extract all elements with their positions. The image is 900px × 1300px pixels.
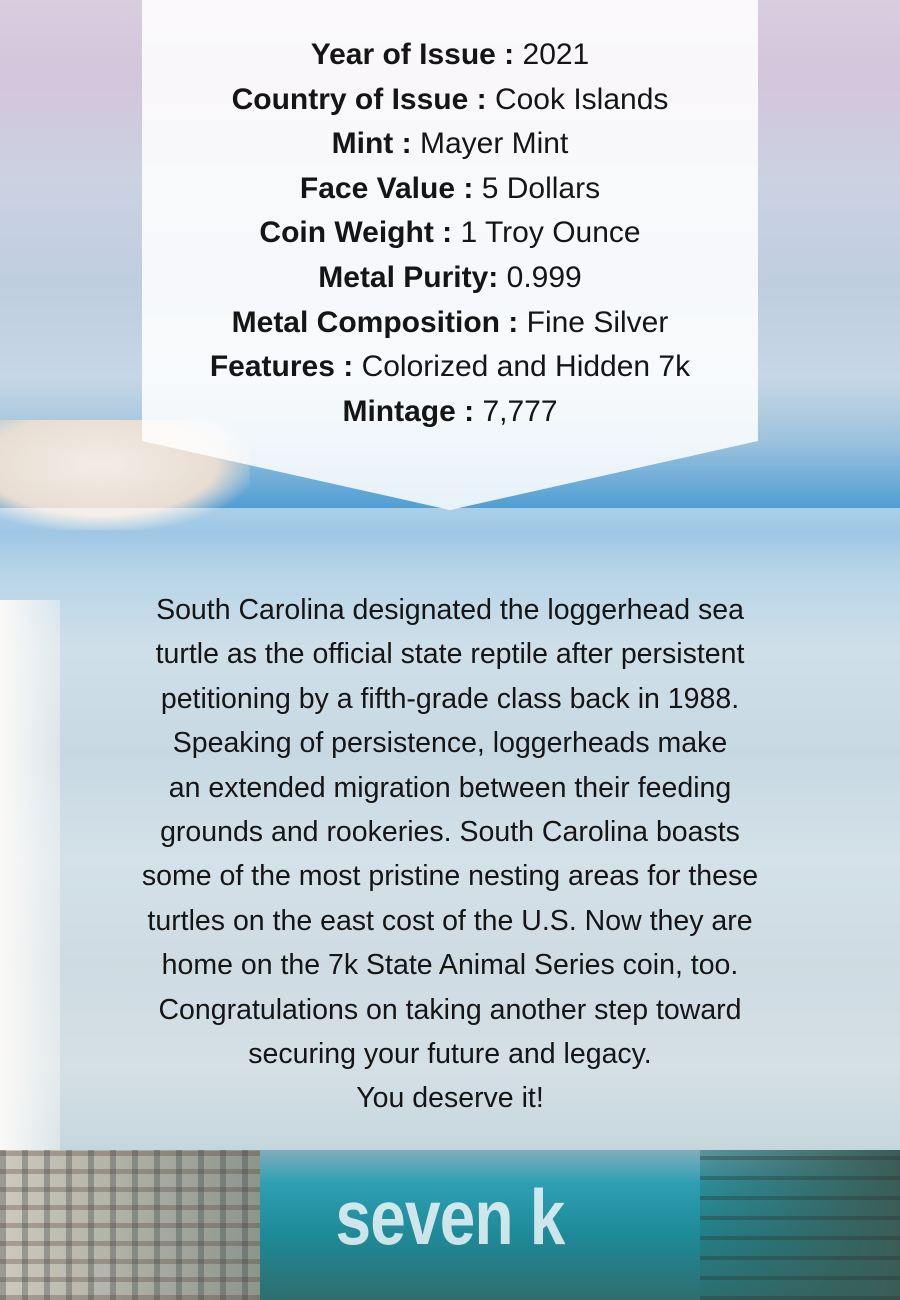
description-line: an extended migration between their feeding <box>168 771 732 804</box>
description-line: turtles on the east cost of the U.S. Now they are <box>147 904 753 937</box>
description-line: home on the 7k State Animal Series coin, too. <box>161 949 739 982</box>
description-line: petitioning by a fifth-grade class back in 1988. <box>160 682 740 715</box>
spec-mintage: Mintage : 7,777 <box>342 394 558 428</box>
description-text <box>40 588 860 1121</box>
spec-country: Country of Issue : Cook Islands <box>231 82 669 116</box>
coin-specifications <box>142 33 758 434</box>
description-line: grounds and rookeries. South Carolina boasts <box>160 816 740 849</box>
description-line: Congratulations on taking another step toward <box>158 993 742 1026</box>
spec-year: Year of Issue : 2021 <box>310 38 590 71</box>
description-line: turtle as the official state reptile after persistent <box>155 638 745 671</box>
spec-purity: Metal Purity: 0.999 <box>318 260 582 294</box>
description-line: some of the most pristine nesting areas for these <box>141 860 759 893</box>
description-line: South Carolina designated the loggerhead sea <box>156 594 744 626</box>
description-line: securing your future and legacy. <box>248 1038 652 1071</box>
seven-k-logo: seven k <box>335 1173 565 1261</box>
spec-face-value: Face Value : 5 Dollars <box>299 171 601 205</box>
description-line: You deserve it! <box>356 1082 544 1115</box>
spec-features: Features : Colorized and Hidden 7k <box>209 350 691 384</box>
spec-composition: Metal Composition : Fine Silver <box>231 305 669 339</box>
spec-weight: Coin Weight : 1 Troy Ounce <box>259 216 641 250</box>
description-line: Speaking of persistence, loggerheads make <box>172 727 728 760</box>
spec-mint: Mint : Mayer Mint <box>331 127 569 161</box>
